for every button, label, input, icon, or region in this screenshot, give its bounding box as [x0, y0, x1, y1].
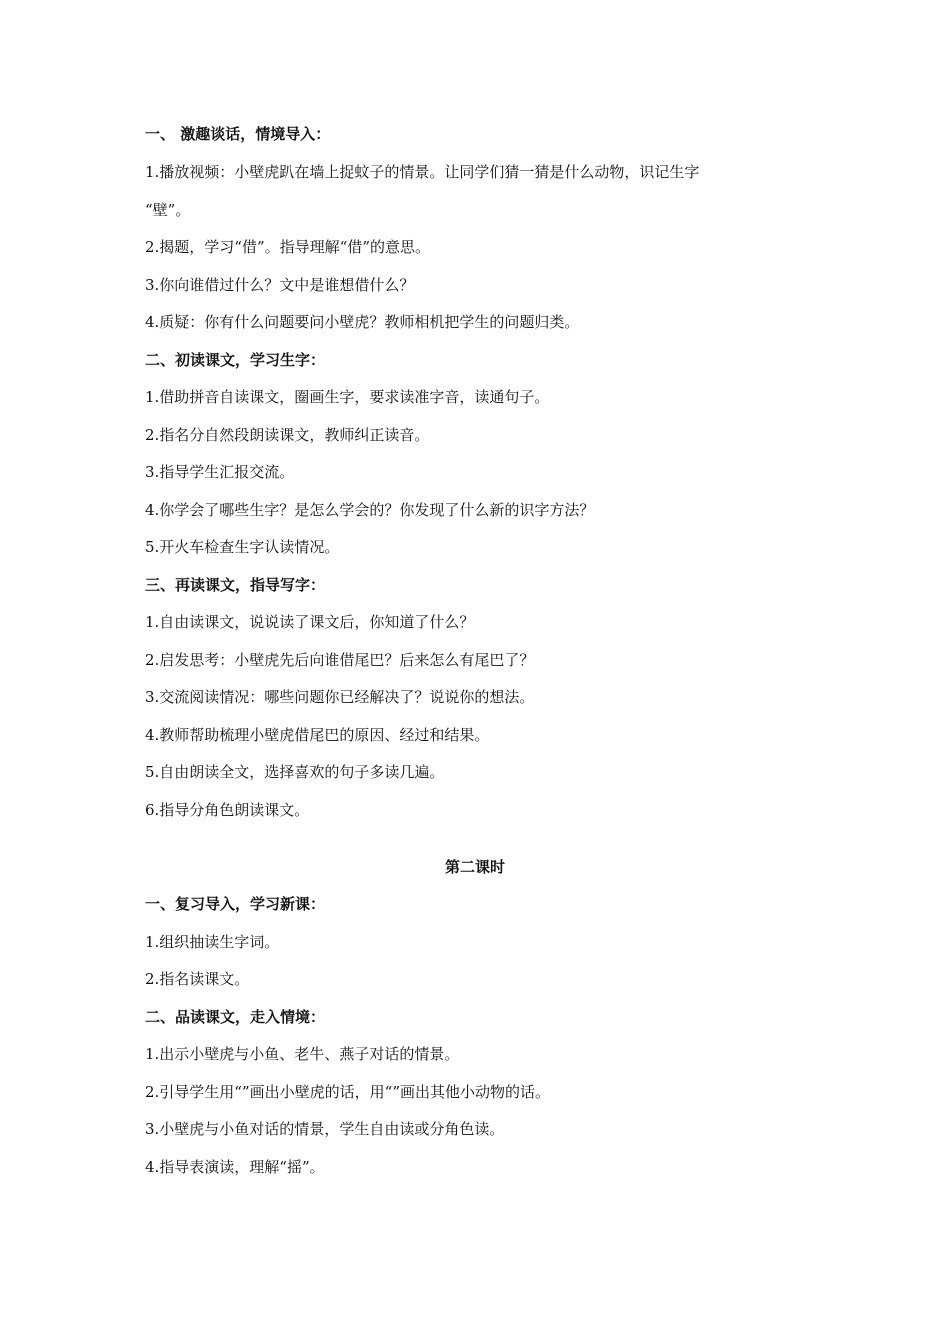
list-item: 1.借助拼音自读课文，圈画生字，要求读准字音，读通句子。 — [145, 388, 550, 406]
list-item: 4.指导表演读，理解“摇”。 — [145, 1157, 325, 1176]
list-item: 1.播放视频：小壁虎趴在墙上捉蚊子的情景。让同学们猜一猜是什么动物，识记生字 — [145, 162, 700, 181]
list-item: 4.教师帮助梳理小壁虎借尾巴的原因、经过和结果。 — [145, 725, 490, 744]
section-heading: 二、初读课文，学习生字： — [145, 350, 326, 369]
list-item: 3.你向谁借过什么？文中是谁想借什么？ — [145, 275, 415, 294]
document-body — [145, 124, 805, 1194]
section-heading: 三、再读课文，指导写字： — [145, 575, 326, 594]
list-item: 1.自由读课文，说说读了课文后，你知道了什么？ — [145, 613, 475, 631]
list-item: 3.指导学生汇报交流。 — [145, 463, 295, 481]
section-heading: 一、 激趣谈话，情境导入： — [145, 125, 331, 143]
list-item: 4.你学会了哪些生字？是怎么学会的？你发现了什么新的识字方法？ — [145, 500, 595, 519]
list-item: 5.自由朗读全文，选择喜欢的句子多读几遍。 — [145, 763, 445, 781]
list-item-continuation: “壁”。 — [145, 200, 191, 219]
list-item: 2.指名分自然段朗读课文，教师纠正读音。 — [145, 425, 430, 444]
lesson-title: 第二课时 — [444, 857, 505, 876]
list-item: 1.出示小壁虎与小鱼、老牛、燕子对话的情景。 — [145, 1045, 460, 1063]
list-item: 6.指导分角色朗读课文。 — [145, 800, 310, 819]
list-item: 2.揭题，学习“借”。指导理解“借”的意思。 — [145, 238, 430, 256]
list-item: 4.质疑：你有什么问题要问小壁虎？教师相机把学生的问题归类。 — [145, 313, 580, 331]
list-item: 3.小壁虎与小鱼对话的情景，学生自由读或分角色读。 — [145, 1120, 505, 1138]
list-item: 1.组织抽读生字词。 — [145, 932, 280, 951]
list-item: 5.开火车检查生字认读情况。 — [145, 538, 340, 556]
list-item: 2.指名读课文。 — [145, 970, 250, 988]
list-item: 2.启发思考：小壁虎先后向谁借尾巴？后来怎么有尾巴了？ — [145, 650, 535, 669]
list-item: 3.交流阅读情况：哪些问题你已经解决了？说说你的想法。 — [145, 688, 535, 706]
section-heading: 一、复习导入，学习新课： — [145, 895, 326, 913]
list-item: 2.引导学生用“”画出小壁虎的话，用“”画出其他小动物的话。 — [145, 1082, 550, 1101]
section-heading: 二、品读课文，走入情境： — [145, 1007, 326, 1026]
